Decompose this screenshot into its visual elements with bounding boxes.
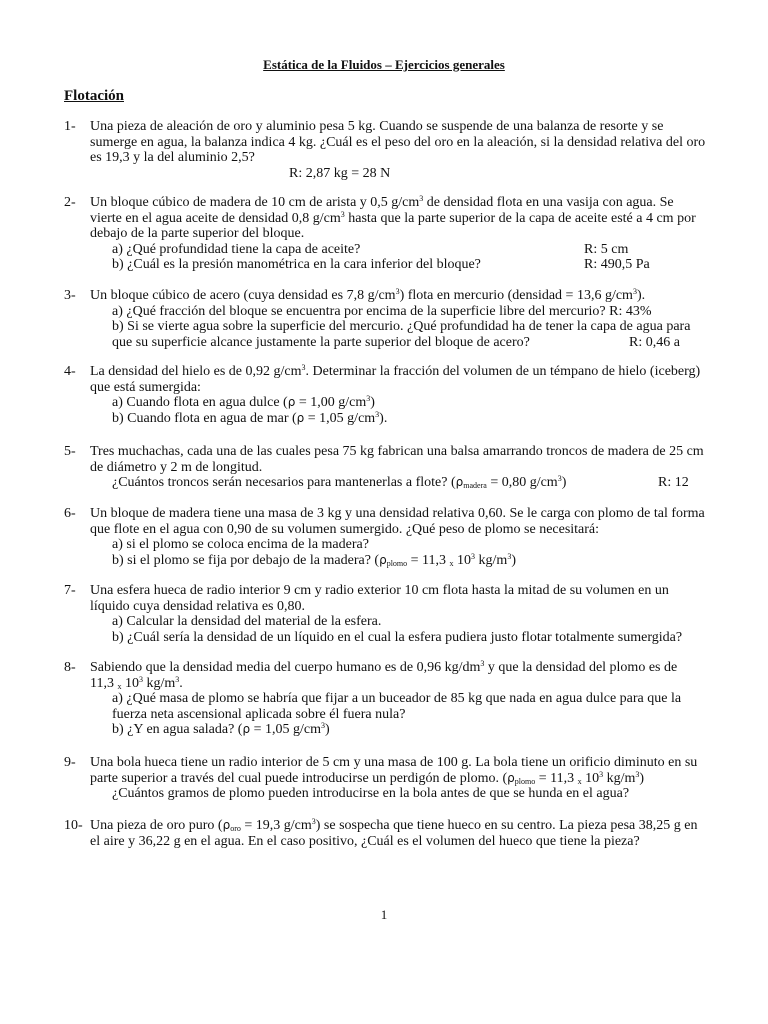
subquestion-b: b) ¿Cuál es la presión manométrica en la cara inferior del bloque? R: 490,5 Pa <box>112 257 650 272</box>
exponent: 3 <box>557 474 562 483</box>
problem-text-line: Un bloque cúbico de acero (cuya densidad es 7,8 $g/cm^3$) flota en mercurio (densidad = 13,6 $g/cm^3$). <box>90 287 646 303</box>
rho-symbol: ρ <box>507 770 515 785</box>
exponent: 3 <box>175 674 180 684</box>
problem-number: 3- <box>64 288 76 303</box>
subquestion-a: a) ¿Qué fracción del bloque se encuentra por encima de la superficie libre del mercurio? R: 43% <box>112 303 652 319</box>
problem-text-line: Sabiendo que la densidad media del cuerpo humano es de 0,96 $kg/dm^3$ y que la densidad del plomo es de <box>90 659 678 675</box>
problem-text-line: que está sumergida: <box>90 379 201 395</box>
subquestion-answer: R: 0,46 a <box>629 334 680 350</box>
rho-symbol: ρ <box>242 722 251 736</box>
problem-number: 5- <box>64 444 76 459</box>
exponent: 3 <box>375 409 380 419</box>
problem-text-line: el aire y 36,22 g en el agua. En el caso positivo, ¿Cuál es el volumen del hueco que tiene la pieza? <box>90 833 640 849</box>
exponent: 3 <box>632 287 637 296</box>
exponent: 3 <box>507 551 512 561</box>
subquestion-answer: R: 12 <box>658 475 689 490</box>
problem-text-line: es 19,3 y la del aluminio 2,5? <box>90 150 255 165</box>
subquestion-b-cont: que su superficie alcance justamente la parte superior del bloque de acero? R: 0,46 a <box>112 334 680 350</box>
subquestion: ¿Cuántos troncos serán necesarios para mantenerlas a flote? ($\rho_{madera} = 0,80$ $g/cm^3$) R: 12 <box>112 474 689 490</box>
document-title: Estática de la Fluidos – Ejercicios generales <box>263 57 505 72</box>
subscript: madera <box>463 481 487 490</box>
problem-8 <box>64 660 718 738</box>
problem-text-line: Una pieza de aleación de oro y aluminio pesa 5 kg. Cuando se suspende de una balanza de resorte y se <box>90 119 664 134</box>
subquestion-b: b) Si se vierte agua sobre la superficie del mercurio. ¿Qué profundidad ha de tener la capa de agua para <box>112 319 691 334</box>
exponent: 3 <box>471 551 476 561</box>
subquestion-answer: R: 490,5 Pa <box>584 257 650 272</box>
exponent: 3 <box>395 287 400 296</box>
subquestion-a: a) Cuando flota en agua dulce (ρ = 1,00 $g/cm^3$) <box>112 394 375 410</box>
problem-number: 8- <box>64 660 76 675</box>
problem-3 <box>64 288 718 350</box>
problem-answer: R: 2,87 kg = 28 N <box>289 165 391 181</box>
problem-number: 6- <box>64 506 76 521</box>
rho-symbol: ρ <box>287 395 296 409</box>
subquestion-a: a) si el plomo se coloca encima de la madera? <box>112 537 369 552</box>
problem-9 <box>64 755 718 802</box>
problem-10 <box>64 818 718 849</box>
problem-number: 1- <box>64 119 76 134</box>
problem-1 <box>64 119 718 181</box>
section-heading: Flotación <box>64 88 124 104</box>
rho-symbol: ρ <box>222 818 231 832</box>
subscript: x <box>449 558 454 568</box>
problem-number: 4- <box>64 364 76 379</box>
problem-6 <box>64 506 718 568</box>
problem-text-line: 11,3 $_x$ $10^3$ $kg/m^3$. <box>90 674 183 691</box>
exponent: 3 <box>320 721 325 730</box>
problem-text-line: Una pieza de oro puro ($\rho_{oro} = 19,3$ $g/cm^3$) se sospecha que tiene hueco en su centro. La pieza pesa 38,25 g en <box>90 817 698 833</box>
problem-number: 2- <box>64 195 76 210</box>
exponent: 3 <box>480 659 485 668</box>
problem-text-line: Tres muchachas, cada una de las cuales pesa 75 kg fabrican una balsa amarrando troncos de madera de 25 cm <box>90 444 704 459</box>
subscript: x <box>117 681 122 691</box>
problem-text-line: Una esfera hueca de radio interior 9 cm y radio exterior 10 cm flota hasta la mitad de su volumen en un <box>90 583 669 598</box>
problem-number: 9- <box>64 755 76 770</box>
exponent: 3 <box>138 674 143 684</box>
exponent: 3 <box>635 769 640 779</box>
rho-symbol: ρ <box>296 410 305 425</box>
problem-text-line: Un bloque de madera tiene una masa de 3 kg y una densidad relativa 0,60. Se le carga con plomo de tal forma <box>90 506 705 521</box>
problem-text-line: debajo de la parte superior del bloque. <box>90 226 305 241</box>
subscript: plomo <box>514 776 536 786</box>
problem-text-line: que flote en el agua con 0,90 de su volumen sumergido. ¿Qué peso de plomo se necesitará: <box>90 521 600 537</box>
problem-text-line: líquido cuya densidad relativa es 0,80. <box>90 598 305 614</box>
subquestion-answer: R: 5 cm <box>584 241 629 257</box>
problem-text-line: de diámetro y 2 m de longitud. <box>90 459 263 475</box>
problem-text-line: parte superior a través del cual puede introducirse un perdigón de plomo. ($\rho_{plomo} = 11,3$ $_x$ $10^3$ $kg/m^3$) <box>90 769 645 786</box>
subquestion-a-cont: fuerza neta ascensional aplicada sobre él fuera nula? <box>112 706 406 722</box>
problem-number: 10- <box>64 818 83 833</box>
problem-text-line: sumerge en agua, la balanza indica 4 kg. ¿Cuál es el peso del oro en la aleación, si la densidad relativa del oro <box>90 134 706 150</box>
problem-5 <box>64 444 718 491</box>
subquestion-a: a) ¿Qué masa de plomo se habría que fijar a un buceador de 85 kg que nada en agua dulce para que la <box>112 691 682 706</box>
subquestion: ¿Cuántos gramos de plomo pueden introducirse en la bola antes de que se hunda en el agua? <box>112 786 630 801</box>
exponent: 3 <box>366 394 371 403</box>
problem-7 <box>64 583 718 645</box>
subquestion-a: a) ¿Qué profundidad tiene la capa de aceite? R: 5 cm <box>112 241 629 257</box>
exponent: 3 <box>301 363 306 372</box>
subquestion-a: a) Calcular la densidad del material de la esfera. <box>112 614 382 629</box>
subquestion-b: b) ¿Cuál sería la densidad de un líquido en el cual la esfera pudiera justo flotar totalmente sumergida? <box>112 629 683 645</box>
problem-4 <box>64 364 718 426</box>
rho-symbol: ρ <box>455 475 464 489</box>
problem-text-line: La densidad del hielo es de 0,92 $g/cm^3$. Determinar la fracción del volumen de un témpano de hielo (iceberg) <box>90 363 701 379</box>
subquestion-b: b) Cuando flota en agua de mar (ρ = 1,05 $g/cm^3$). <box>112 409 388 426</box>
subscript: plomo <box>386 558 408 568</box>
problem-text-line: vierte en el agua aceite de densidad 0,8 $g/cm^3$ hasta que la parte superior de la capa de aceite esté a 4 cm por <box>90 209 696 226</box>
problem-text-line: Una bola hueca tiene un radio interior de 5 cm y una masa de 100 g. La bola tiene un orificio diminuto en su <box>90 755 698 770</box>
problem-text-line: Un bloque cúbico de madera de 10 cm de arista y 0,5 $g/cm^3$ de densidad flota en una vasija con agua. Se <box>90 194 674 210</box>
problem-number: 7- <box>64 583 76 598</box>
subscript: x <box>577 776 582 786</box>
exponent: 3 <box>340 209 345 219</box>
subquestion-b: b) si el plomo se fija por debajo de la madera? ($\rho_{plomo} = 11,3$ $_x$ $10^3$ $kg/m^3$) <box>112 551 516 568</box>
exponent: 3 <box>419 194 424 203</box>
problem-2 <box>64 195 718 273</box>
subscript: oro <box>230 824 241 833</box>
exponent: 3 <box>311 817 316 826</box>
subquestion-b: b) ¿Y en agua salada? (ρ = 1,05 $g/cm^3$) <box>112 721 330 737</box>
exponent: 3 <box>599 769 604 779</box>
rho-symbol: ρ <box>379 552 387 567</box>
page-number: 1 <box>380 907 388 922</box>
